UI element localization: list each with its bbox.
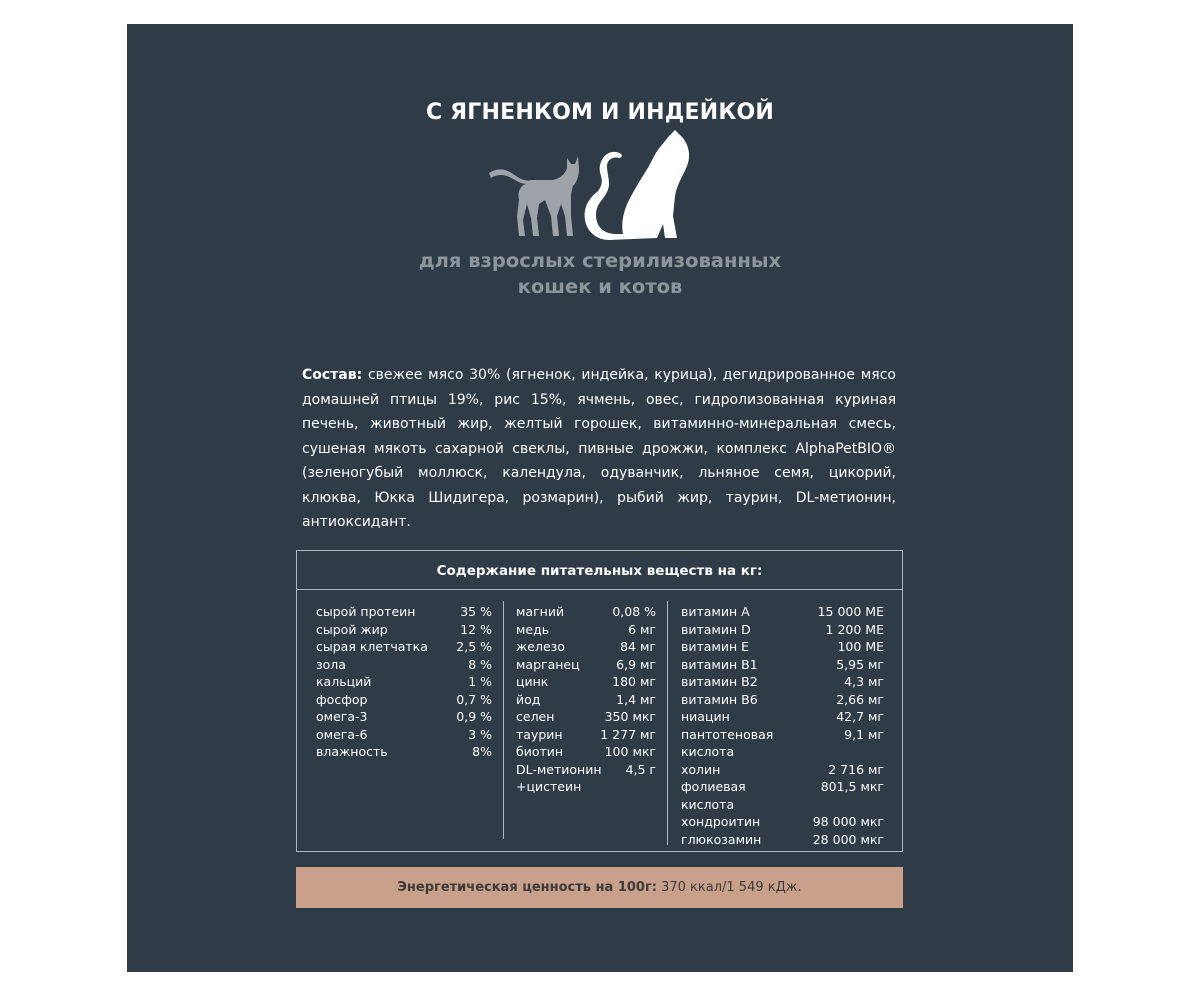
column-divider: [503, 601, 504, 839]
nutrient-name: йод: [516, 691, 541, 707]
nutrients-column-vitamins: [681, 603, 884, 848]
nutrient-row: [681, 761, 884, 779]
nutrient-value: 42,7 мг: [836, 709, 884, 724]
nutrient-value: 2,66 мг: [836, 691, 884, 707]
nutrient-name: цинк: [516, 674, 549, 689]
nutrient-value: 98 000 мкг: [812, 814, 884, 829]
energy-value-bar: [296, 867, 903, 908]
nutrient-name: сырой протеин: [316, 604, 416, 619]
nutrient-row: [516, 656, 656, 674]
nutrient-name: витамин D: [681, 621, 751, 637]
nutrient-name: витамин B2: [681, 674, 758, 689]
nutrient-row: [681, 726, 884, 761]
nutrient-row: [516, 726, 656, 744]
nutrient-value: 100 мкг: [604, 744, 656, 759]
nutrient-name: зола: [316, 656, 346, 672]
nutrient-row: [516, 603, 656, 621]
nutrients-column-minerals: [516, 603, 656, 796]
nutrient-name: ниацин: [681, 709, 730, 724]
nutrient-row: [516, 743, 656, 761]
nutrient-name: DL-метионин +цистеин: [516, 761, 602, 794]
nutrient-name: холин: [681, 761, 721, 777]
nutrient-row: [316, 743, 492, 761]
nutrient-value: 2 716 мг: [828, 761, 884, 777]
nutrient-name: витамин E: [681, 639, 750, 654]
nutrient-row: [516, 638, 656, 656]
nutrient-row: [681, 813, 884, 831]
cat-silhouette-icon: [585, 130, 689, 240]
nutrient-value: 1 %: [468, 674, 492, 689]
nutrient-row: [681, 831, 884, 849]
nutrient-row: [316, 638, 492, 656]
nutrient-row: [516, 708, 656, 726]
nutrient-name: селен: [516, 709, 555, 724]
nutrient-name: медь: [516, 621, 550, 637]
nutrient-name: омега-6: [316, 726, 368, 742]
composition-text: [302, 363, 896, 535]
nutrient-name: биотин: [516, 744, 564, 759]
product-subtitle: [127, 248, 1073, 300]
nutrient-value: 350 мкг: [604, 709, 656, 724]
nutrient-name: омега-3: [316, 709, 368, 724]
composition-label: Состав:: [302, 367, 363, 383]
nutrient-value: 1,4 мг: [616, 691, 656, 707]
product-info-panel: [127, 24, 1073, 972]
nutrient-value: 0,08 %: [612, 604, 656, 619]
nutrient-value: 1 200 МЕ: [825, 621, 884, 637]
nutrient-value: 1 277 мг: [600, 726, 656, 742]
nutrient-name: витамин B1: [681, 656, 758, 672]
nutrient-value: 15 000 МЕ: [817, 604, 884, 619]
nutrient-value: 2,5 %: [456, 639, 492, 654]
nutrient-value: 4,3 мг: [844, 674, 884, 689]
nutrient-name: таурин: [516, 726, 563, 742]
nutrient-row: [681, 621, 884, 639]
nutrient-value: 12 %: [460, 621, 492, 637]
nutrient-value: 84 мг: [620, 639, 656, 654]
nutrient-value: 35 %: [460, 604, 492, 619]
nutrient-value: 801,5 мкг: [820, 779, 884, 794]
nutrient-row: [316, 673, 492, 691]
nutrient-row: [316, 603, 492, 621]
nutrient-name: сырая клетчатка: [316, 639, 428, 654]
nutrient-name: витамин A: [681, 604, 750, 619]
nutrient-name: глюкозамин: [681, 831, 762, 847]
nutrient-name: хондроитин: [681, 814, 761, 829]
nutrient-row: [316, 656, 492, 674]
nutrient-row: [516, 621, 656, 639]
nutrient-name: фолиевая кислота: [681, 779, 746, 812]
nutrient-value: 180 мг: [612, 674, 656, 689]
nutrient-name: влажность: [316, 744, 388, 759]
nutrient-row: [681, 778, 884, 813]
nutrient-name: витамин B6: [681, 691, 758, 707]
cats-illustration: [487, 128, 699, 244]
nutrient-row: [316, 691, 492, 709]
nutrient-row: [681, 603, 884, 621]
nutrient-row: [516, 761, 656, 796]
composition-body: свежее мясо 30% (ягненок, индейка, курица), дегидрированное мясо домашней птицы 19%, рис 15%, ячмень, овес, гидролизованная куриная печень, животный жир, желтый горошек, витаминно-минеральная смесь, сушеная мякоть сахарной свеклы, пивные дрожжи, комплекс AlphaPetBIO® (зеленогубый моллюск, календула, одуванчик, льняное семя, цикорий, клюква, Юкка Шидигера, розмарин), рыбий жир, таурин, DL-метионин, антиоксидант.: [302, 367, 896, 530]
energy-label: Энергетическая ценность на 100г:: [397, 880, 657, 895]
nutrient-value: 28 000 мкг: [812, 831, 884, 847]
nutrient-name: железо: [516, 639, 565, 654]
nutrient-name: сырой жир: [316, 621, 388, 637]
nutrient-value: 8 %: [468, 656, 492, 672]
nutrient-name: марганец: [516, 656, 580, 672]
nutrient-row: [681, 673, 884, 691]
nutrients-table-header: Содержание питательных веществ на кг:: [297, 551, 902, 590]
nutrient-value: 6,9 мг: [616, 656, 656, 672]
nutrient-row: [316, 726, 492, 744]
nutrient-value: 5,95 мг: [836, 656, 884, 672]
nutrient-value: 0,7 %: [456, 691, 492, 707]
nutrient-value: 8%: [472, 744, 492, 759]
energy-value: 370 ккал/1 549 кДж.: [661, 880, 802, 895]
nutrient-name: кальций: [316, 674, 372, 689]
nutrient-row: [316, 621, 492, 639]
nutrient-value: 9,1 мг: [844, 726, 884, 742]
nutrient-name: магний: [516, 604, 565, 619]
nutrient-value: 6 мг: [628, 621, 656, 637]
nutrient-value: 4,5 г: [625, 761, 656, 777]
kitten-silhouette-icon: [489, 156, 579, 236]
subtitle-line-1: для взрослых стерилизованных: [418, 249, 782, 272]
nutrients-column-macros: [316, 603, 492, 761]
nutrient-row: [681, 638, 884, 656]
nutrient-row: [681, 656, 884, 674]
nutrient-row: [316, 708, 492, 726]
nutrients-table: [296, 550, 903, 852]
nutrient-row: [681, 708, 884, 726]
nutrient-row: [516, 673, 656, 691]
nutrient-name: фосфор: [316, 691, 368, 707]
subtitle-line-2: кошек и котов: [517, 275, 683, 298]
nutrient-row: [681, 691, 884, 709]
nutrient-value: 3 %: [468, 726, 492, 742]
column-divider: [667, 601, 668, 845]
product-title: С ЯГНЕНКОМ И ИНДЕЙКОЙ: [425, 100, 775, 125]
nutrient-value: 100 МЕ: [837, 639, 884, 654]
nutrient-value: 0,9 %: [456, 709, 492, 724]
nutrient-row: [516, 691, 656, 709]
nutrient-name: пантотеновая кислота: [681, 726, 774, 759]
